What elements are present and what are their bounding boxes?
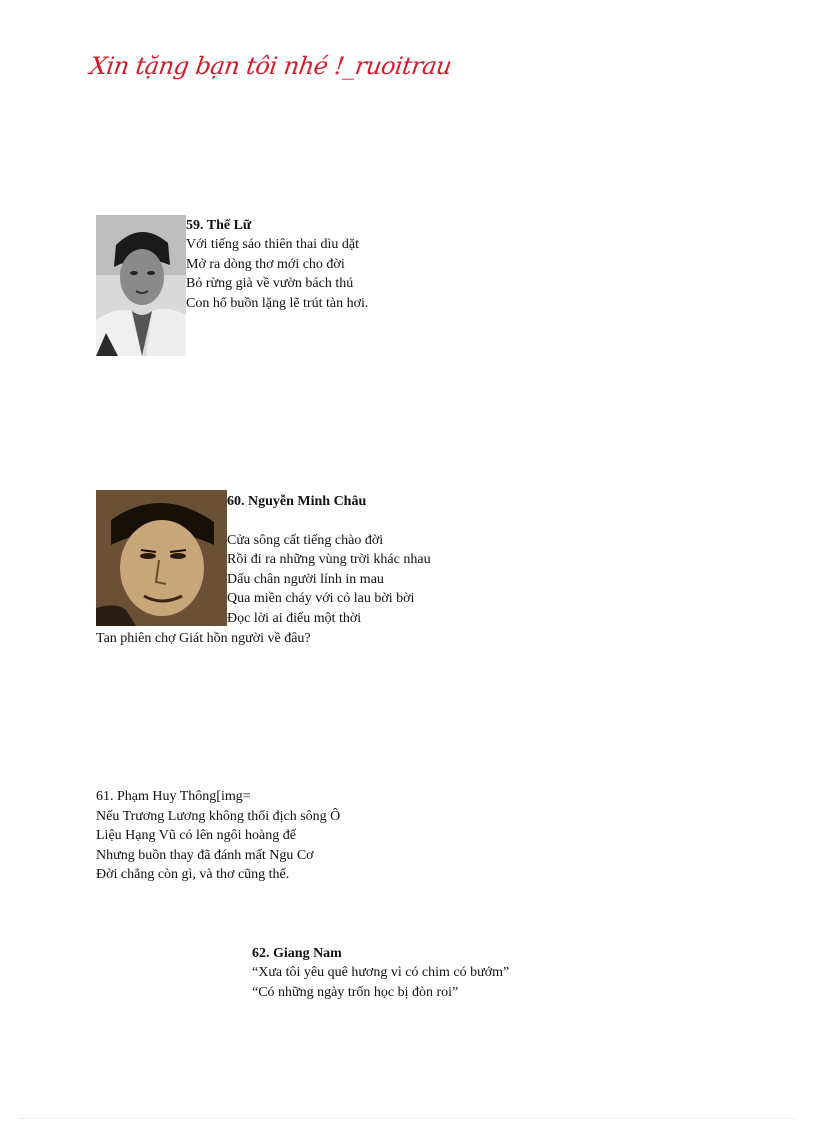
poem-spacer [227,511,431,531]
page-bottom-border [20,1118,796,1119]
poem-line: “Có những ngày trốn học bị đòn roi” [252,984,459,1000]
poem-line: Bỏ rừng già về vườn bách thú [186,276,354,291]
poem-title: 61. Phạm Huy Thông[img= [96,789,251,804]
poem-line: Đọc lời ai điếu một thời [227,610,362,626]
poem-line: Qua miền cháy với cỏ lau bời bời [227,591,415,606]
poem-line: Rồi đi ra những vùng trời khác nhau [227,552,431,567]
poem-line: Cửa sông cất tiếng chào đời [227,532,384,548]
poem-title: 59. Thế Lữ [186,218,252,233]
portrait-nguyen-minh-chau-image [96,490,227,626]
poem-line: Liệu Hạng Vũ có lên ngôi hoàng đế [96,828,296,843]
poem-line: Dấu chân người lính in mau [227,571,384,587]
poem-title: 62. Giang Nam [252,946,342,961]
poem-line: Nhưng buồn thay đã đánh mất Ngu Cơ [96,847,314,863]
poem-line: Đời chẳng còn gì, và thơ cũng thế. [96,867,290,882]
dedication-banner: Xin tặng bạn tôi nhé !_ruoitrau [88,52,454,80]
poem-line: Với tiếng sáo thiên thai dìu dặt [186,237,360,252]
poem-line: Tan phiên chợ Giát hồn người về đâu? [96,631,311,646]
poem-line: Nếu Trương Lương không thổi địch sông Ô [96,808,341,824]
poem-line: Mở ra dòng thơ mới cho đời [186,256,345,272]
portrait-the-lu [96,215,186,356]
poem-61 [96,787,340,885]
poem-59 [186,216,368,313]
poem-line: “Xưa tôi yêu quê hương vì có chim có bướm” [252,965,510,980]
poem-line: Con hổ buồn lặng lẽ trút tàn hơi. [186,295,369,311]
poem-title: 60. Nguyễn Minh Châu [227,494,367,509]
portrait-the-lu-image [96,215,186,356]
poem-62 [252,944,509,1002]
poem-60 [227,492,431,628]
portrait-nguyen-minh-chau [96,490,227,626]
